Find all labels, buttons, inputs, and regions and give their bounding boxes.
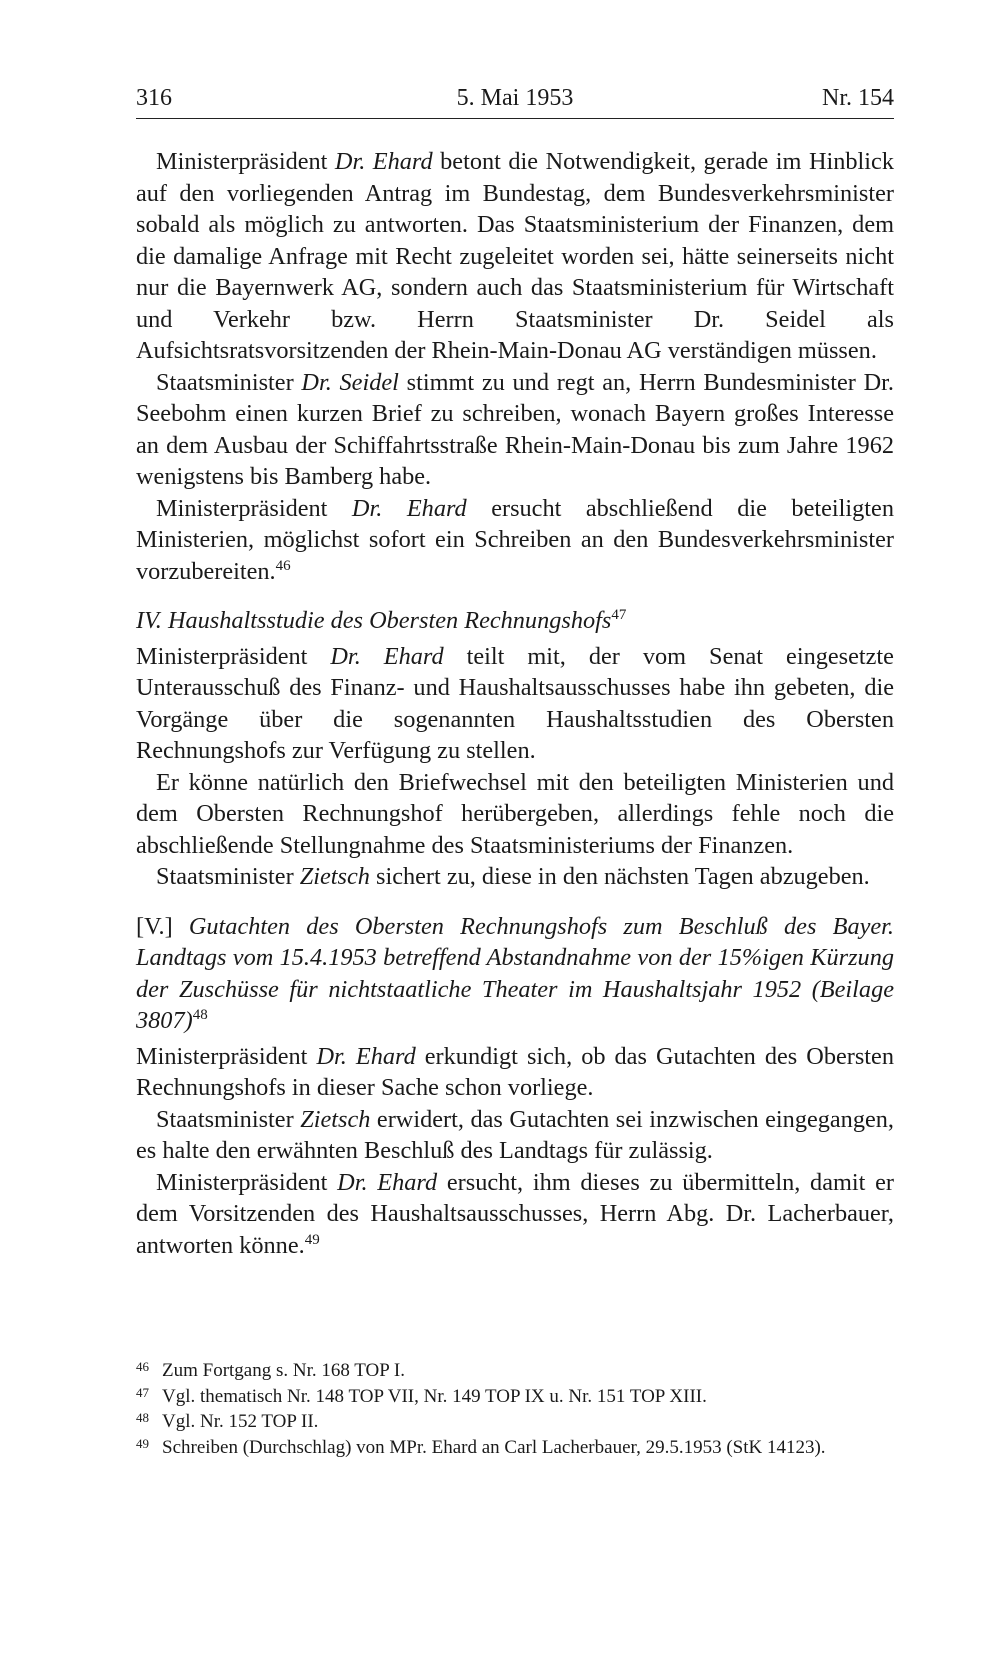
footnote-ref: 48 [192,1007,208,1023]
paragraph-text: teilt mit, der vom Senat eingesetzte Unterausschuß des Finanz- und Haushaltsausschusses habe ihn gebeten, die Vorgänge über die sogenannten Haushaltsstudien des Obersten Rechnungshofs zur Verfügung zu stellen. [136,642,894,764]
paragraph [136,367,894,493]
footnote-number: 49 [136,1435,149,1451]
section-number: [V.] [136,912,173,940]
paragraph [136,1041,894,1104]
speaker-name: Dr. Ehard [330,642,444,670]
paragraph-text: Staatsminister [156,368,302,396]
page-number: 316 [136,85,172,111]
paragraph-text: ersucht, ihm dieses zu übermitteln, damit er dem Vorsitzenden des Haushaltsausschusses, Herrn Abg. Dr. Lacherbauer, antworten könne. [136,1168,894,1259]
paragraph [136,493,894,588]
section-heading [136,911,894,1037]
footnote [136,1435,894,1461]
paragraph-text: Ministerpräsident [136,642,331,670]
paragraph-text: betont die Notwendigkeit, gerade im Hinblick auf den vorliegenden Antrag im Bundestag, dem Bundesverkehrsminister sobald als möglich zu antworten. Das Staatsministerium der Finanzen, dem die damalige Anfrage mit Recht zugeleitet worden sei, hätte seinerseits nicht nur die Bayernwerk AG, sondern auch das Staatsministerium für Wirtschaft und Verkehr bzw. Herrn Staatsminister Dr. Seidel als Aufsichtsratsvorsitzenden der Rhein-Main-Donau AG verständigen müssen. [136,148,894,364]
footnote [136,1409,894,1435]
main-text [136,146,894,1261]
footnote-number: 47 [136,1384,149,1400]
paragraph-text: Ministerpräsident [156,1168,338,1196]
paragraph-text: Ministerpräsident [156,494,352,522]
page-header [136,80,894,119]
paragraph-text: ersucht abschließend die beteiligten Ministerien, möglichst sofort ein Schreiben an den Bundesverkehrsminister vorzubereiten. [136,494,894,585]
paragraph-text: Ministerpräsident [156,148,335,175]
paragraph [136,861,894,893]
footnote-ref: 46 [275,557,291,574]
paragraph [136,1104,894,1167]
paragraph [136,1167,894,1262]
speaker-name: Dr. Ehard [334,148,433,175]
footnotes [136,1358,894,1460]
speaker-name: Dr. Ehard [337,1168,438,1196]
paragraph-text: sichert zu, diese in den nächsten Tagen abzugeben. [369,863,870,890]
paragraph-text: Staatsminister [156,1105,301,1133]
paragraph-text: Staatsminister [156,863,300,890]
paragraph [136,641,894,767]
paragraph-text: stimmt zu und regt an, Herrn Bundesminister Dr. Seebohm einen kurzen Brief zu schreiben, wonach Bayern großes Interesse an dem Ausbau der Schiffahrtsstraße Rhein-Main-Donau bis zum Jahre 1962 wenigstens bis Bamberg habe. [136,368,894,490]
paragraph-text: erwidert, das Gutachten sei inzwischen eingegangen, es halte den erwähnten Beschluß des Landtags für zulässig. [136,1105,894,1164]
speaker-name: Zietsch [300,1105,371,1133]
speaker-name: Dr. Ehard [316,1042,416,1070]
footnote [136,1358,894,1384]
footnote-text: Vgl. thematisch Nr. 148 TOP VII, Nr. 149 TOP IX u. Nr. 151 TOP XIII. [162,1385,707,1407]
footnote [136,1384,894,1410]
paragraph-text: erkundigt sich, ob das Gutachten des Obersten Rechnungshofs in dieser Sache schon vorliege. [136,1042,894,1101]
footnote-text: Zum Fortgang s. Nr. 168 TOP I. [162,1360,405,1381]
paragraph [136,146,894,367]
footnote-ref: 49 [304,1231,320,1248]
section-title: IV. Haushaltsstudie des Obersten Rechnungshofs [136,607,612,634]
speaker-name: Zietsch [299,863,370,890]
section-title: Gutachten des Obersten Rechnungshofs zum Beschluß des Bayer. Landtags vom 15.4.1953 betreffend Abstandnahme von der 15%igen Kürzung der Zuschüsse für nichtstaatliche Theater im Haushaltsjahr 1952 (Beilage 3807) [136,912,894,1034]
footnote-number: 46 [136,1359,149,1374]
speaker-name: Dr. Seidel [301,368,399,396]
section-heading [136,605,894,637]
footnote-number: 48 [136,1410,149,1425]
paragraph-text: Ministerpräsident [136,1042,317,1070]
header-issue-number: Nr. 154 [822,85,894,111]
footnote-text: Vgl. Nr. 152 TOP II. [162,1411,319,1432]
footnote-text: Schreiben (Durchschlag) von MPr. Ehard an Carl Lacherbauer, 29.5.1953 (StK 14123). [162,1436,826,1458]
header-date: 5. Mai 1953 [456,85,574,111]
footnote-ref: 47 [611,607,627,623]
paragraph: Er könne natürlich den Briefwechsel mit den beteiligten Ministerien und dem Obersten Rechnungshof herübergeben, allerdings fehle noch die abschließende Stellungnahme des Staatsministeriums der Finanzen. [136,768,894,859]
speaker-name: Dr. Ehard [351,494,467,522]
